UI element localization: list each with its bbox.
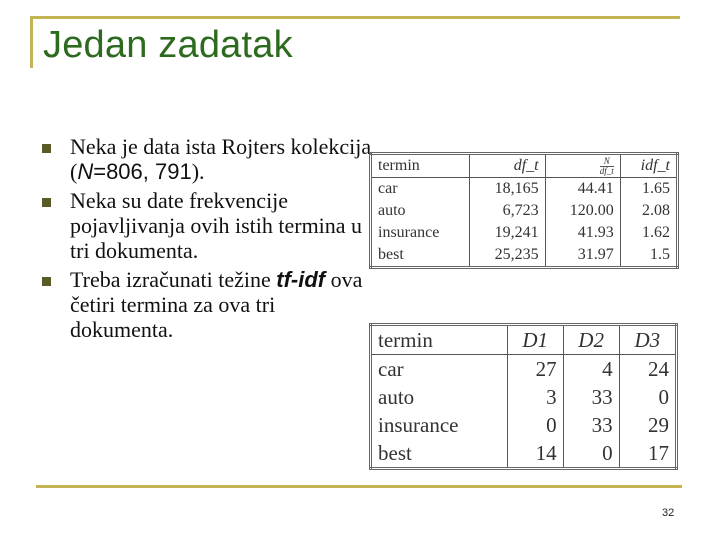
- cell-term: best: [378, 441, 412, 465]
- cell-d1: 3: [507, 383, 563, 411]
- table-row: [371, 178, 678, 201]
- cell-term: auto: [378, 385, 415, 409]
- square-bullet-icon: [42, 144, 51, 153]
- cell-ratio: 44.41: [545, 178, 620, 201]
- tf-table-header-row: [371, 325, 677, 355]
- cell-term: car: [378, 180, 398, 197]
- tf-idf-term: tf-idf: [276, 267, 326, 292]
- cell-d3: 0: [619, 383, 676, 411]
- cell-d1: 27: [507, 355, 563, 384]
- cell-term: insurance: [378, 413, 459, 437]
- cell-idf: 1.5: [620, 244, 677, 268]
- header-d1: D1: [507, 325, 563, 355]
- cell-d3: 29: [619, 411, 676, 439]
- cell-term: car: [378, 357, 404, 381]
- cell-df: 25,235: [470, 244, 545, 268]
- bullet-text-end: ).: [191, 159, 205, 184]
- cell-term: auto: [378, 202, 406, 219]
- title-decoration-left-line: [30, 16, 33, 68]
- bullet-list: [42, 134, 372, 346]
- footer-decoration-line: [36, 485, 682, 488]
- idf-table: [369, 152, 679, 269]
- cell-d2: 33: [563, 383, 619, 411]
- header-termin: termin: [371, 325, 508, 355]
- cell-ratio: 41.93: [545, 222, 620, 244]
- cell-d2: 0: [563, 439, 619, 469]
- header-termin: termin: [371, 154, 470, 178]
- page-number: 32: [662, 507, 675, 519]
- square-bullet-icon: [42, 198, 51, 207]
- cell-df: 19,241: [470, 222, 545, 244]
- n-symbol: N: [77, 159, 94, 184]
- cell-ratio: 31.97: [545, 244, 620, 268]
- header-idf: idf_t: [620, 154, 677, 178]
- tf-table: [369, 323, 678, 470]
- header-ratio: [545, 154, 620, 178]
- table-row: [371, 222, 678, 244]
- cell-d1: 14: [507, 439, 563, 469]
- table-row: [371, 439, 677, 469]
- bullet-item-task: [42, 267, 372, 342]
- square-bullet-icon: [42, 277, 51, 286]
- n-value: =806, 791: [93, 159, 192, 184]
- bullet-item-collection: [42, 134, 372, 184]
- bullet-text-end: ova četiri termina za ova tri dokumenta.: [70, 267, 363, 342]
- cell-term: best: [378, 246, 404, 263]
- ratio-fraction: [600, 157, 614, 176]
- bullet-text: Neka su date frekvencije pojavljivanja ovih istih termina u tri dokumenta.: [70, 188, 363, 263]
- cell-idf: 2.08: [620, 200, 677, 222]
- table-row: [371, 200, 678, 222]
- idf-table-header-row: [371, 154, 678, 178]
- cell-df: 18,165: [470, 178, 545, 201]
- header-d3: D3: [619, 325, 676, 355]
- cell-d2: 4: [563, 355, 619, 384]
- cell-d2: 33: [563, 411, 619, 439]
- table-row: [371, 244, 678, 268]
- slide-title: Jedan zadatak: [43, 24, 293, 66]
- cell-idf: 1.62: [620, 222, 677, 244]
- table-row: [371, 383, 677, 411]
- cell-idf: 1.65: [620, 178, 677, 201]
- cell-d3: 17: [619, 439, 676, 469]
- cell-ratio: 120.00: [545, 200, 620, 222]
- header-d2: D2: [563, 325, 619, 355]
- table-row: [371, 411, 677, 439]
- title-decoration-top-line: [30, 16, 680, 19]
- bullet-item-frequencies: [42, 188, 372, 263]
- cell-df: 6,723: [470, 200, 545, 222]
- bullet-text: Treba izračunati težine: [70, 267, 277, 292]
- cell-d1: 0: [507, 411, 563, 439]
- header-df: df_t: [470, 154, 545, 178]
- ratio-denominator: df_t: [599, 165, 614, 176]
- table-row: [371, 355, 677, 384]
- cell-d3: 24: [619, 355, 676, 384]
- bullet-text: Neka je data ista Rojters kolekcija (: [70, 134, 372, 184]
- ratio-numerator: N: [600, 157, 614, 167]
- cell-term: insurance: [378, 224, 440, 241]
